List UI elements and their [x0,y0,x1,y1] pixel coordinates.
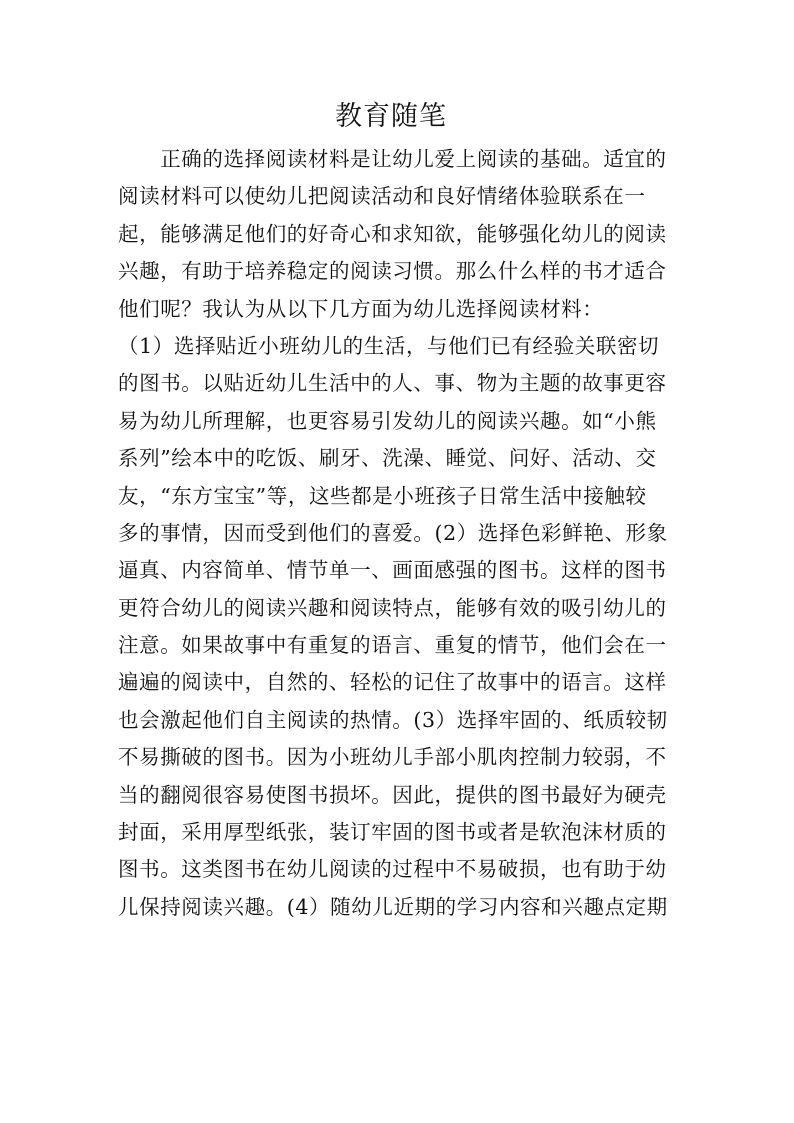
body-line: 的图书。以贴近幼儿生活中的人、事、物为主题的故事更容 [118,371,667,396]
body-line: 兴趣，有助于培养稳定的阅读习惯。那么什么样的书才适合 [118,259,667,284]
document-body [118,142,678,924]
body-line: 图书。这类图书在幼儿阅读的过程中不易破损，也有助于幼 [118,857,667,882]
body-line: 遍遍的阅读中，自然的、轻松的记住了故事中的语言。这样 [118,670,667,695]
body-line: 也会激起他们自主阅读的热情。(3）选择牢固的、纸质较韧 [118,707,668,732]
body-line: 易为幼儿所理解，也更容易引发幼儿的阅读兴趣。如“小熊 [118,408,657,433]
body-line: 起，能够满足他们的好奇心和求知欲，能够强化幼儿的阅读 [118,221,667,246]
body-line: 正确的选择阅读材料是让幼儿爱上阅读的基础。适宜的 [118,147,667,171]
body-line: 他们呢？我认为从以下几方面为幼儿选择阅读材料： [118,296,604,321]
body-line: 友，“东方宝宝”等，这些都是小班孩子日常生活中接触较 [118,483,647,508]
body-line: 不易撕破的图书。因为小班幼儿手部小肌肉控制力较弱，不 [118,745,667,770]
body-line: 更符合幼儿的阅读兴趣和阅读特点，能够有效的吸引幼儿的 [118,595,667,620]
body-line: （1）选择贴近小班幼儿的生活，与他们已有经验关联密切 [118,333,660,358]
body-line: 儿保持阅读兴趣。(4）随幼儿近期的学习内容和兴趣点定期 [118,894,668,919]
body-line: 注意。如果故事中有重复的语言、重复的情节，他们会在一 [118,633,667,658]
body-line: 多的事情，因而受到他们的喜爱。(2）选择色彩鲜艳、形象 [118,520,668,545]
body-line: 当的翻阅很容易使图书损坏。因此，提供的图书最好为硬壳 [118,782,667,807]
body-line: 阅读材料可以使幼儿把阅读活动和良好情绪体验联系在一 [118,184,646,209]
body-line: 封面，采用厚型纸张，装订牢固的图书或者是软泡沫材质的 [118,820,667,845]
body-line: 系列”绘本中的吃饭、刷牙、洗澡、睡觉、问好、活动、交 [118,446,657,471]
document-title: 教育随笔 [335,101,447,132]
body-line: 逼真、内容简单、情节单一、画面感强的图书。这样的图书 [118,558,667,583]
